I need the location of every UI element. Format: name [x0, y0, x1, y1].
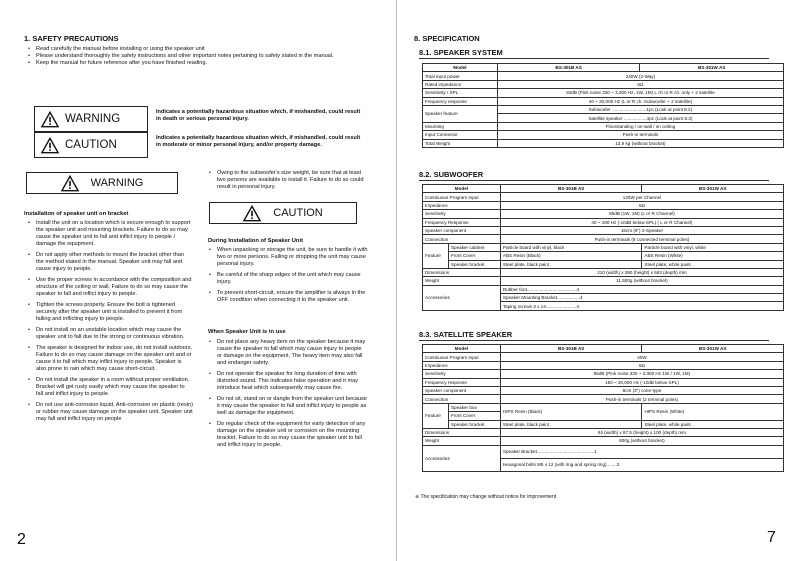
row-value: 8Ω	[500, 361, 783, 369]
feature-part: Speaker box	[448, 403, 500, 411]
accessory-item: Taping screws 3 x 14........................4	[500, 302, 783, 310]
warning-heading-label: WARNING	[90, 177, 144, 189]
warning-symbol-row	[34, 106, 364, 132]
warning-column	[27, 220, 193, 427]
row-label: Weight	[423, 437, 501, 445]
row-label: Connection	[423, 235, 501, 243]
row-value: 11,500g (without bracket)	[500, 277, 783, 285]
row-value: 120W per Channel	[500, 193, 783, 201]
satellite-table	[422, 344, 784, 472]
row-value: 40 ~ 20,000 Hz (L or R ch. Subwoofer + 2 satellite)	[497, 97, 783, 105]
row-value: 16cm (6") 2-Speaker	[500, 226, 783, 234]
warning-symbol-box	[34, 106, 148, 132]
row-label: Speaker component	[423, 386, 501, 394]
feature-black: Steel plate, black paint	[500, 420, 642, 428]
header-cell: BS-301W AS	[642, 345, 784, 353]
right-page	[397, 0, 793, 561]
header-cell: BS-301B AS	[497, 64, 640, 72]
caution-triangle-icon	[243, 205, 261, 222]
speaker-system-table	[422, 63, 784, 148]
row-label: Frequency Response	[423, 218, 501, 226]
use-item: • Do regular check of the equipment for early detection of any damage on the speaker unit or corrosion on the mounting bracket. Failure to do so may cause the speaker unit to fall and inflict injury to people.	[208, 421, 368, 449]
intro-item: • Keep the manual for future reference after you have finished reading.	[27, 60, 372, 67]
feature-black: ABS Resin (Black)	[500, 252, 642, 260]
warning-triangle-icon	[61, 175, 79, 192]
header-cell: BS-301W AS	[642, 185, 784, 193]
warning-item: • Do not install the speaker in a room without proper ventilation. Bracket will get rusty easily which may cause the speaker to fall and inflict injury to people.	[27, 377, 193, 398]
use-items	[208, 339, 368, 449]
warning-item: • Do not apply other methods to mount the bracket other than the method stated in the manual. Speaker unit may fall and cause injury to people.	[27, 252, 193, 273]
subwoofer-title: 8.2. SUBWOOFER	[419, 170, 484, 179]
feature-part: Front Cover	[448, 412, 500, 420]
caution-label: CAUTION	[65, 139, 117, 151]
spec-footnote: ※ The specification may change without notice for improvement	[415, 494, 557, 500]
warning-item: • Use the proper screws in accordance with the composition and structure of the ceiling or wall. Failure to do so may cause the speaker to fall and inflict injury to people.	[27, 277, 193, 298]
row-value: 85dB (1W, 1M) (L or R Channel)	[500, 210, 783, 218]
row-label: Speaker component	[423, 226, 501, 234]
accessory-item: Hexagonal bolts M5 x 12 (with ring and spring ring)........2	[500, 458, 783, 471]
feature-white: HIPS Resin (White)	[642, 403, 784, 420]
feature-part: Front Cover	[448, 252, 500, 260]
section-rule	[419, 340, 769, 341]
row-label: Continuous Program Input	[423, 353, 501, 361]
row-label: Impedance	[423, 201, 501, 209]
header-cell: Model	[423, 64, 498, 72]
header-cell: Model	[423, 345, 501, 353]
warning-item: • Do not install on an unstable location which may cause the speaker unit to fall due to the strong or continuous vibration.	[27, 327, 193, 341]
feature-part: Speaker cabinet	[448, 243, 500, 251]
caution-heading-box	[209, 202, 357, 224]
row-value: 210 (width) x 390 (height) x 563 (depth) mm	[500, 268, 783, 276]
bracket-install-heading: Installation of speaker unit on bracket	[24, 211, 129, 217]
install-item: • When unpacking or storage the unit, be sure to handle it with two or more persons. Falling or dropping the unit may cause personal injury.	[208, 247, 368, 268]
subwoofer-table	[422, 184, 784, 311]
install-heading: During Installation of Speaker Unit	[208, 238, 304, 244]
header-cell: Model	[423, 185, 501, 193]
row-value: Push-in terminals (2 terminal poles)	[500, 395, 783, 403]
caution-triangle-icon	[41, 137, 59, 154]
row-label: Sensitivity	[423, 370, 501, 378]
satellite-title: 8.3. SATELLITE SPEAKER	[419, 330, 513, 339]
row-label: Speaker feature	[423, 105, 498, 122]
row-label: Rated impedance	[423, 80, 498, 88]
page-number: 7	[767, 529, 776, 546]
row-label: Mounting	[423, 122, 498, 130]
feature-black: Steel plate, black paint	[500, 260, 642, 268]
intro-item: • Read carefully the manual before installing or using the speaker unit	[27, 46, 372, 53]
row-label: Total input power	[423, 72, 498, 80]
row-value: Push-in terminals	[497, 131, 783, 139]
feature-white: Steel plate, white paint	[642, 260, 784, 268]
row-value: 40 ~ 190 Hz (-10dB below SPL) ( L or R Channel)	[500, 218, 783, 226]
row-label: Frequency response	[423, 97, 498, 105]
header-cell: BS-301B AS	[500, 345, 642, 353]
right-column-first	[208, 170, 368, 195]
header-cell: BS-301B AS	[500, 185, 642, 193]
feature-white: ABS Resin (White)	[642, 252, 784, 260]
accessory-item: Speaker Mounting Bracket..................4	[500, 294, 783, 302]
row-value: 92 (width) x 97.5 (height) x 100 (depth) mm	[500, 428, 783, 436]
warning-description: Indicates a potentially hazardous situation which, if mishandled, could result in death or serious personal injury.	[156, 109, 361, 122]
row-value: Floorstanding / on-wall / on ceiling	[497, 122, 783, 130]
row-value: 8Ω	[497, 80, 783, 88]
feature-black: Particle board with vinyl, black	[500, 243, 642, 251]
subwoofer-weight-item: • Owing to the subwoofer's size weight, be sure that at least two persons are available to install it. Failure to do so could result in personal injury.	[208, 170, 368, 191]
row-label: Dimensions	[423, 428, 501, 436]
accessories-label: Accessories	[423, 445, 501, 471]
section-rule	[419, 58, 769, 59]
warning-item: • Tighten the screws properly. Ensure the bolt is tightened securely after the speaker unit is installed to prevent it from falling and inflicting injury to people.	[27, 302, 193, 323]
row-value: 85dB (Pink noise 330 ~ 3,300 Hz 1W / 1W, 1M)	[500, 370, 783, 378]
row-value: 240W (2-Way)	[497, 72, 783, 80]
row-label: Frequency response	[423, 378, 501, 386]
warning-heading-box	[26, 172, 178, 194]
row-value: 600g (without bracket)	[500, 437, 783, 445]
safety-title: 1. SAFETY PRECAUTIONS	[24, 34, 119, 43]
speaker-system-title: 8.1. SPEAKER SYSTEM	[419, 48, 503, 57]
row-label: Weight	[423, 277, 501, 285]
caution-description: Indicates a potentially hazardous situation which, if mishandled, could result in moderate or minor personal injury, and/or property damage.	[156, 135, 361, 148]
accessory-item: Speaker Bracket.............................................1	[500, 445, 783, 458]
header-cell: BS-301W AS	[640, 64, 784, 72]
row-value: 8cm (3") cone-type	[500, 386, 783, 394]
right-column-items	[208, 170, 368, 191]
row-value: Satellite speaker ..................4pc (Look at point 8.3)	[497, 114, 783, 122]
feature-part: Speaker bracket	[448, 260, 500, 268]
feature-part: Speaker bracket	[448, 420, 500, 428]
row-label: Sensitivity / SPL	[423, 89, 498, 97]
use-item: • Do not sit, stand on or dangle from the speaker unit because it may cause the speaker to fall and inflict injury to people as well as damage the equipment.	[208, 396, 368, 417]
use-item: • Do not operate the speaker for long duration of time with distorted sound. This indicates false operation and it may introduce heat which subsequently may cause fire.	[208, 371, 368, 392]
caution-symbol-row	[34, 132, 364, 158]
use-column	[208, 339, 368, 453]
use-heading: When Speaker Unit is in use	[208, 329, 286, 335]
row-value: Push-in terminals (8 connected terminal poles)	[500, 235, 783, 243]
warning-item: • Do not use anti-corrosion liquid. Anti-corrosion on plastic (resin) or rubber may cause damage on the speaker unit. Speaker unit may fall and inflict injury on people	[27, 402, 193, 423]
section-rule	[419, 180, 769, 181]
warning-label: WARNING	[65, 113, 121, 125]
install-item: • Be careful of the sharp edges of the unit which may cause injury.	[208, 272, 368, 286]
row-value: 6Ω	[500, 201, 783, 209]
warning-item: • Install the unit on a location which is secure enough to support the speaker unit and mounting brackets. Failure to do so may cause the speaker unit to fall and inflict injury to people / damage the equipment.	[27, 220, 193, 248]
warning-items	[27, 220, 193, 423]
feature-black: HIPS Resin (Black)	[500, 403, 642, 420]
row-label: Total Weight	[423, 139, 498, 147]
row-value: 83dB (Pink noise 330 ~ 3,300 Hz, 1W, 1M) L ch or R ch. only + 2 satellite	[497, 89, 783, 97]
install-items	[208, 247, 368, 304]
caution-heading-label: CAUTION	[273, 207, 323, 219]
feature-label: Feature	[423, 403, 449, 428]
spec-title: 8. SPECIFICATION	[414, 34, 480, 43]
row-value: Subwoofer ...........................1pc (Look at point 8.2)	[497, 105, 783, 113]
feature-white: Steel plate, white paint	[642, 420, 784, 428]
use-item: • Do not place any heavy item on the speaker because it may cause the speaker to fall which may cause injury to people or damage on the equipment. The heavy item may also fall and endanger safety.	[208, 339, 368, 367]
install-item: • To prevent short-circuit, ensure the amplifier is always in the OFF condition when connecting it to the speaker unit.	[208, 290, 368, 304]
warning-triangle-icon	[41, 111, 59, 128]
page-number: 2	[17, 531, 26, 548]
row-value: 40W	[500, 353, 783, 361]
row-value: 150 ~ 20,000 Hz (-10dB below SPL)	[500, 378, 783, 386]
feature-white: Particle board with vinyl, white	[642, 243, 784, 251]
accessories-label: Accessories	[423, 285, 501, 310]
row-label: Continuous Program Input	[423, 193, 501, 201]
install-column	[208, 247, 368, 308]
feature-label: Feature	[423, 243, 449, 268]
row-value: 13.9 kg (without bracket)	[497, 139, 783, 147]
intro-item: • Please understand thoroughly the safety instructions and other important notes pertaining to safety stated in the manual.	[27, 53, 372, 60]
intro-bullets	[27, 46, 372, 67]
row-label: Sensitivity	[423, 210, 501, 218]
caution-symbol-box	[34, 132, 148, 158]
row-label: Dimensions	[423, 268, 501, 276]
row-label: Impedance	[423, 361, 501, 369]
accessory-item: Rubber foot.......................................4	[500, 285, 783, 293]
warning-item: • The speaker is designed for indoor use, do not install outdoors. Failure to do so may cause damage on the speaker unit and or cause it to fall which may inflict injury to people. Speaker is also prone to rain which may cause short-circuit.	[27, 345, 193, 373]
row-label: Input Connector	[423, 131, 498, 139]
row-label: Connection	[423, 395, 501, 403]
